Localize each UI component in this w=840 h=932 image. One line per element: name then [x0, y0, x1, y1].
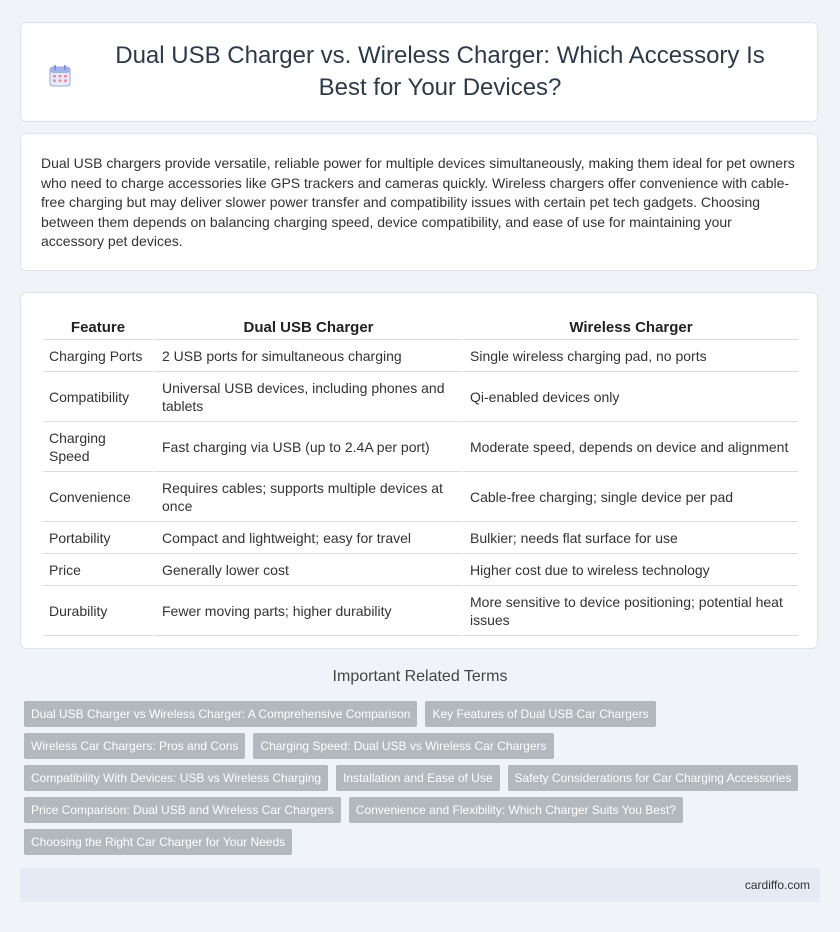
table-cell: Single wireless charging pad, no ports: [461, 340, 798, 372]
table-cell: 2 USB ports for simultaneous charging: [153, 340, 461, 372]
related-term-tag[interactable]: Convenience and Flexibility: Which Charger Suits You Best?: [349, 797, 683, 823]
table-cell: Moderate speed, depends on device and alignment: [461, 422, 798, 472]
table-row: [43, 554, 798, 586]
header-feature: Feature: [43, 313, 153, 340]
header-dual-usb: Dual USB Charger: [153, 313, 461, 340]
page-title: Dual USB Charger vs. Wireless Charger: Which Accessory Is Best for Your Devices?: [115, 42, 765, 101]
intro-paragraph: Dual USB chargers provide versatile, reliable power for multiple devices simultaneously, making them ideal for pet owners who need to charge accessories like GPS trackers and cameras quickly. Wireless chargers offer convenience with cable-free charging but may deliver slower power transfer and compatibility issues with certain pet tech gadgets. Choosing between them depends on balancing charging speed, device compatibility, and ease of use for maintaining your accessory pet devices.: [41, 155, 795, 250]
table-cell: Bulkier; needs flat surface for use: [461, 522, 798, 554]
table-cell: Generally lower cost: [153, 554, 461, 586]
title-wrap: [48, 40, 790, 104]
related-term-tag[interactable]: Installation and Ease of Use: [336, 765, 499, 791]
table-row: [43, 586, 798, 636]
header-wireless: Wireless Charger: [461, 313, 798, 340]
comparison-table-card: [20, 292, 818, 649]
table-cell: Fewer moving parts; higher durability: [153, 586, 461, 636]
related-term-tag[interactable]: Price Comparison: Dual USB and Wireless Car Chargers: [24, 797, 341, 823]
table-row: [43, 340, 798, 372]
table-cell: Portability: [43, 522, 153, 554]
calendar-icon: [48, 64, 72, 88]
table-row: [43, 472, 798, 522]
table-header-row: [43, 313, 798, 340]
related-terms-title: Important Related Terms: [332, 668, 508, 685]
table-cell: Compact and lightweight; easy for travel: [153, 522, 461, 554]
table-cell: Charging Ports: [43, 340, 153, 372]
footer: [20, 868, 820, 902]
related-term-tag[interactable]: Dual USB Charger vs Wireless Charger: A Comprehensive Comparison: [24, 701, 417, 727]
table-cell: Cable-free charging; single device per pad: [461, 472, 798, 522]
intro-card: [20, 133, 818, 271]
table-cell: Durability: [43, 586, 153, 636]
footer-site-link[interactable]: cardiffo.com: [744, 878, 810, 892]
table-cell: Convenience: [43, 472, 153, 522]
table-cell: Qi-enabled devices only: [461, 372, 798, 422]
table-cell: Universal USB devices, including phones and tablets: [153, 372, 461, 422]
comparison-table: [43, 313, 798, 636]
title-card: [20, 22, 818, 122]
table-row: [43, 372, 798, 422]
related-terms-list: [24, 701, 804, 855]
table-cell: Higher cost due to wireless technology: [461, 554, 798, 586]
table-row: [43, 522, 798, 554]
table-cell: Compatibility: [43, 372, 153, 422]
related-term-tag[interactable]: Safety Considerations for Car Charging Accessories: [508, 765, 799, 791]
related-term-tag[interactable]: Wireless Car Chargers: Pros and Cons: [24, 733, 245, 759]
table-cell: Requires cables; supports multiple devices at once: [153, 472, 461, 522]
table-cell: Fast charging via USB (up to 2.4A per port): [153, 422, 461, 472]
related-term-tag[interactable]: Choosing the Right Car Charger for Your Needs: [24, 829, 292, 855]
table-cell: Price: [43, 554, 153, 586]
table-row: [43, 422, 798, 472]
related-term-tag[interactable]: Charging Speed: Dual USB vs Wireless Car Chargers: [253, 733, 553, 759]
related-term-tag[interactable]: Compatibility With Devices: USB vs Wireless Charging: [24, 765, 328, 791]
table-cell: More sensitive to device positioning; potential heat issues: [461, 586, 798, 636]
related-term-tag[interactable]: Key Features of Dual USB Car Chargers: [425, 701, 655, 727]
table-cell: Charging Speed: [43, 422, 153, 472]
